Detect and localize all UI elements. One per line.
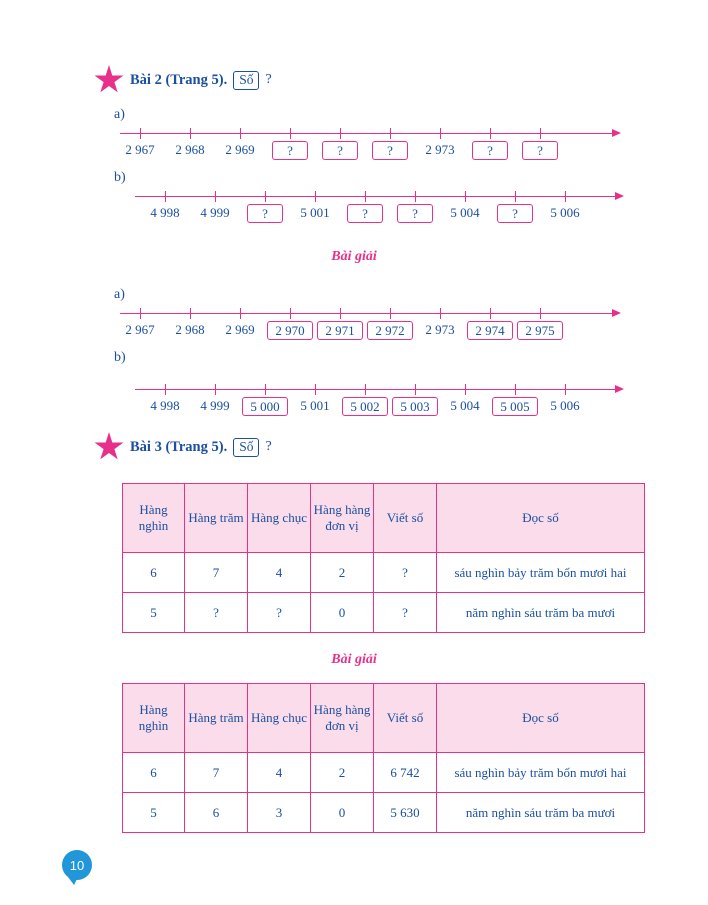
number-line-label: 5 004 (450, 398, 480, 413)
number-line-label: 4 998 (150, 398, 180, 413)
number-line-answer: 2 972 (367, 321, 413, 340)
table-cell: 6 742 (374, 753, 437, 793)
number-line-blank[interactable]: ? (347, 204, 383, 223)
number-line-label: 2 969 (225, 142, 255, 157)
tick (165, 191, 166, 202)
number-line-answer: 2 970 (267, 321, 313, 340)
table-header-cell: Hàng nghìn (123, 484, 185, 553)
exercise-3-title: Bài 3 (Trang 5). (130, 438, 228, 455)
number-line-answer: 2 975 (517, 321, 563, 340)
axis-arrow-icon (615, 385, 624, 393)
table-header-row (123, 484, 645, 553)
axis-arrow-icon (615, 192, 624, 200)
exercise-2-heading (94, 65, 272, 95)
exercise-2-title: Bài 2 (Trang 5). (130, 71, 228, 88)
tick (415, 384, 416, 395)
table-header-row (123, 684, 645, 753)
tick (565, 191, 566, 202)
tick (340, 308, 341, 319)
number-line-blank[interactable]: ? (497, 204, 533, 223)
tick (190, 128, 191, 139)
tick (540, 308, 541, 319)
table-row (123, 793, 645, 833)
table-row (123, 553, 645, 593)
tick (515, 191, 516, 202)
table-cell: 5 630 (374, 793, 437, 833)
tick (390, 308, 391, 319)
number-line-answer: 2 974 (467, 321, 513, 340)
tick (265, 191, 266, 202)
number-line-label: 5 006 (550, 398, 580, 413)
table-cell-blank[interactable]: ? (248, 593, 311, 633)
table-cell: 2 (311, 553, 374, 593)
table-cell: 5 (123, 793, 185, 833)
table-cell-blank[interactable]: ? (185, 593, 248, 633)
tick (465, 191, 466, 202)
number-line-label: 4 999 (200, 205, 230, 220)
exercise-2-solution-sublabel-a: a) (114, 287, 125, 302)
tick (315, 191, 316, 202)
tick (315, 384, 316, 395)
table-cell: 0 (311, 793, 374, 833)
tick (490, 308, 491, 319)
tick (540, 128, 541, 139)
table-cell: 4 (248, 753, 311, 793)
table-header-cell: Đọc số (437, 684, 645, 753)
table-cell: năm nghìn sáu trăm ba mươi (437, 593, 645, 633)
number-line-label: 4 998 (150, 205, 180, 220)
axis-line (120, 133, 612, 134)
tick (490, 128, 491, 139)
number-line-label: 2 968 (175, 142, 205, 157)
axis-line (135, 389, 615, 390)
table-row (123, 593, 645, 633)
table-header-cell: Hàng chục (248, 484, 311, 553)
table-cell: 3 (248, 793, 311, 833)
number-line-label: 5 001 (300, 398, 330, 413)
table-cell: 5 (123, 593, 185, 633)
tick (240, 308, 241, 319)
table-cell: 7 (185, 753, 248, 793)
table-cell: 6 (185, 793, 248, 833)
page-number-badge: 10 (62, 850, 92, 880)
number-line-blank[interactable]: ? (397, 204, 433, 223)
number-line-label: 2 973 (425, 142, 455, 157)
table-cell: năm nghìn sáu trăm ba mươi (437, 793, 645, 833)
solution-heading-2: Bài giải (331, 249, 377, 264)
number-line-blank[interactable]: ? (247, 204, 283, 223)
tick (440, 128, 441, 139)
table-header-cell: Hàng nghìn (123, 684, 185, 753)
exercise-3-question-table (122, 483, 645, 633)
tick (290, 308, 291, 319)
table-header-cell: Hàng hàng đơn vị (311, 684, 374, 753)
table-cell-blank[interactable]: ? (374, 593, 437, 633)
table-header-cell: Hàng hàng đơn vị (311, 484, 374, 553)
table-cell: 0 (311, 593, 374, 633)
table-cell: 2 (311, 753, 374, 793)
table-header-cell: Viết số (374, 484, 437, 553)
tick (390, 128, 391, 139)
table-header-cell: Đọc số (437, 484, 645, 553)
axis-line (135, 196, 615, 197)
exercise-2-sublabel-b: b) (114, 170, 126, 185)
table-header-cell: Hàng chục (248, 684, 311, 753)
number-line-answer: 5 002 (342, 397, 388, 416)
exercise-2-question-mark: ? (265, 72, 272, 87)
number-line-label: 2 973 (425, 322, 455, 337)
number-line-label: 5 006 (550, 205, 580, 220)
number-line-answer: 5 000 (242, 397, 288, 416)
solution-heading-3: Bài giải (331, 652, 377, 667)
axis-line (120, 313, 612, 314)
tick (565, 384, 566, 395)
number-line-label: 5 004 (450, 205, 480, 220)
table-row (123, 753, 645, 793)
tick (290, 128, 291, 139)
number-line-label: 4 999 (200, 398, 230, 413)
table-cell: 6 (123, 753, 185, 793)
table-header-cell: Hàng trăm (185, 484, 248, 553)
table-cell: 7 (185, 553, 248, 593)
exercise-3-question-mark: ? (265, 439, 272, 454)
axis-arrow-icon (612, 129, 621, 137)
tick (415, 191, 416, 202)
tick (465, 384, 466, 395)
tick (515, 384, 516, 395)
tick (165, 384, 166, 395)
table-cell: 6 (123, 553, 185, 593)
table-cell-blank[interactable]: ? (374, 553, 437, 593)
number-line-blank[interactable]: ? (522, 141, 558, 160)
tick (140, 308, 141, 319)
exercise-3-so-box: Số (233, 438, 259, 457)
table-cell: sáu nghìn bảy trăm bốn mươi hai (437, 753, 645, 793)
exercise-3-solution-table (122, 683, 645, 833)
number-line-blank[interactable]: ? (272, 141, 308, 160)
number-line-blank[interactable]: ? (322, 141, 358, 160)
star-icon (94, 65, 124, 95)
number-line-label: 2 968 (175, 322, 205, 337)
exercise-2-solution-sublabel-b: b) (114, 350, 126, 365)
table-cell: 4 (248, 553, 311, 593)
number-line-label: 2 969 (225, 322, 255, 337)
tick (190, 308, 191, 319)
star-icon (94, 432, 124, 462)
number-line-answer: 5 003 (392, 397, 438, 416)
tick (340, 128, 341, 139)
number-line-blank[interactable]: ? (472, 141, 508, 160)
number-line-answer: 2 971 (317, 321, 363, 340)
tick (265, 384, 266, 395)
axis-arrow-icon (612, 309, 621, 317)
number-line-label: 2 967 (125, 322, 155, 337)
number-line-label: 5 001 (300, 205, 330, 220)
tick (215, 384, 216, 395)
tick (365, 384, 366, 395)
tick (365, 191, 366, 202)
table-header-cell: Hàng trăm (185, 684, 248, 753)
table-header-cell: Viết số (374, 684, 437, 753)
number-line-blank[interactable]: ? (372, 141, 408, 160)
tick (140, 128, 141, 139)
tick (215, 191, 216, 202)
tick (240, 128, 241, 139)
number-line-answer: 5 005 (492, 397, 538, 416)
table-cell: sáu nghìn bảy trăm bốn mươi hai (437, 553, 645, 593)
number-line-label: 2 967 (125, 142, 155, 157)
exercise-3-heading (94, 432, 272, 462)
exercise-2-so-box: Số (233, 71, 259, 90)
tick (440, 308, 441, 319)
exercise-2-sublabel-a: a) (114, 107, 125, 122)
